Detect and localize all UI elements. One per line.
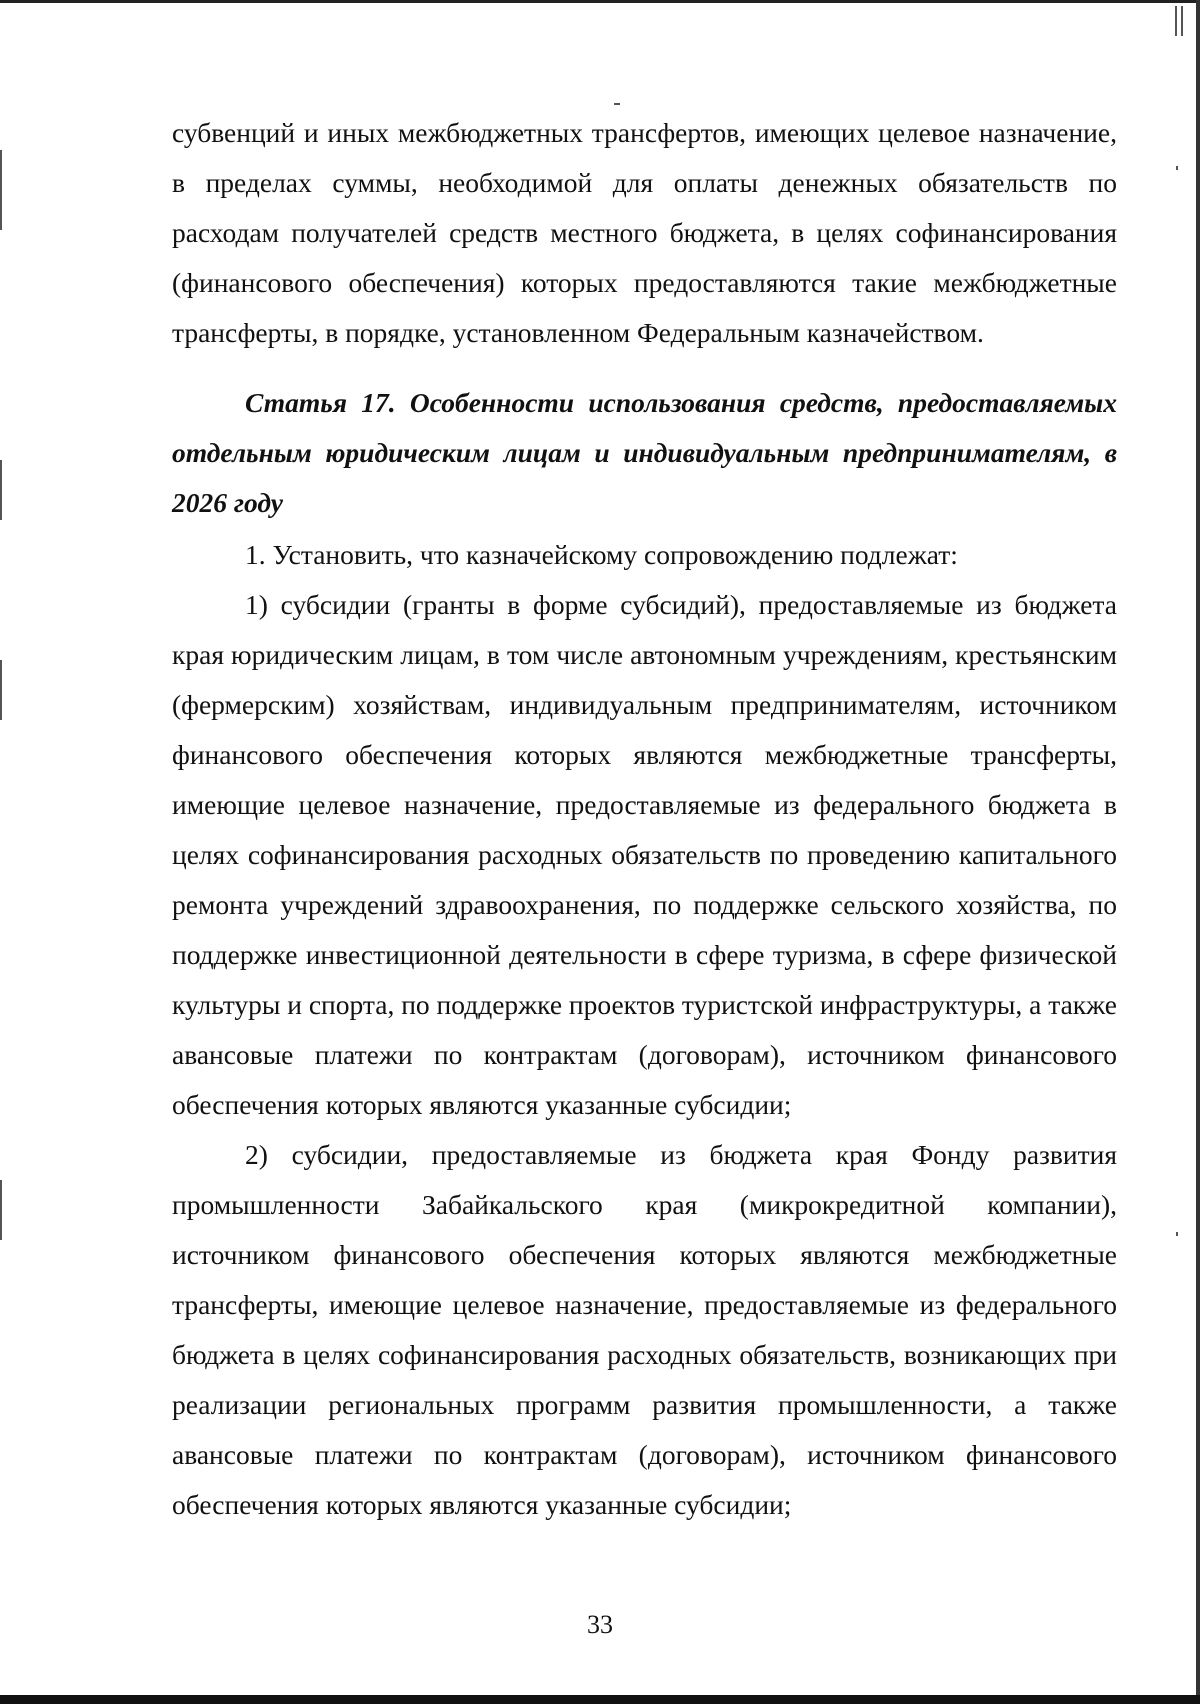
- scan-edge-right: [1196, 0, 1200, 1704]
- scan-mark: [1181, 6, 1183, 36]
- scan-mark: [1175, 6, 1177, 36]
- paragraph-continuation: субвенций и иных межбюджетных трансфертов, имеющих целевое назначение, в пределах суммы, необходимой для оплаты денежных обязательств по расходам получателей средств местного бюджета, в целях софинансирования (финансового обеспечения) которых предоставляются такие межбюджетные трансферты, в порядке, установленном Федеральным казначейством.: [172, 117, 1117, 348]
- scan-mark: [0, 660, 2, 720]
- document-body: [172, 108, 1117, 1530]
- paragraph-clause-1: 1. Установить, что казначейскому сопровождению подлежат:: [245, 539, 958, 570]
- paragraph-item-1: 1) субсидии (гранты в форме субсидий), предоставляемые из бюджета края юридическим лицам, в том числе автономным учреждениям, крестьянским (фермерским) хозяйствам, индивидуальным предпринимателям, источником финансового обеспечения которых являются межбюджетные трансферты, имеющие целевое назначение, предоставляемые из федерального бюджета в целях софинансирования расходных обязательств по проведению капитального ремонта учреждений здравоохранения, по поддержке сельского хозяйства, по поддержке инвестиционной деятельности в сфере туризма, в сфере физической культуры и спорта, по поддержке проектов туристской инфраструктуры, а также авансовые платежи по контрактам (договорам), источником финансового обеспечения которых являются указанные субсидии;: [172, 589, 1118, 1120]
- paragraph-item-2: 2) субсидии, предоставляемые из бюджета края Фонду развития промышленности Забайкальского края (микрокредитной компании), источником финансового обеспечения которых являются межбюджетные трансферты, имеющие целевое назначение, предоставляемые из федерального бюджета в целях софинансирования расходных обязательств, возникающих при реализации региональных программ развития промышленности, а также авансовые платежи по контрактам (договорам), источником финансового обеспечения которых являются указанные субсидии;: [172, 1139, 1117, 1520]
- scan-mark: [0, 460, 2, 520]
- scan-edge-bottom: [0, 1695, 1200, 1704]
- article-heading: Статья 17. Особенности использования средств, предоставляемых отдельным юридическим лицам и индивидуальным предпринимателям, в 2026 году: [172, 387, 1117, 518]
- scan-mark: [0, 150, 2, 230]
- scan-mark: [1176, 1232, 1178, 1236]
- page-number: 33: [587, 1610, 613, 1639]
- scan-mark: [1176, 166, 1178, 170]
- scan-mark: [614, 103, 620, 105]
- scan-mark: [0, 1180, 2, 1240]
- scan-edge-top: [0, 0, 1200, 3]
